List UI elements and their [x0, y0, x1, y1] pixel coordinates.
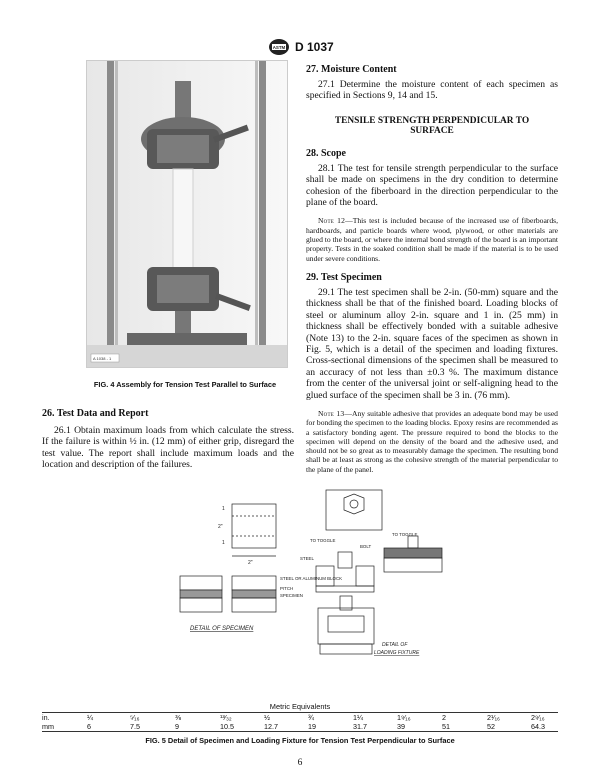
- metric-cell: 9: [175, 722, 179, 731]
- dim-1b: 1: [222, 540, 225, 546]
- note-12-text: —This test is included because of the increased use of fiberboards, hardboards, and particle boards where wood, plywood, or other materials are glued to the board, or where the internal bond strength of the board is an important property. Tests in the soaked condition shall be made if the material is to be used under severe conditions.: [306, 216, 558, 263]
- loading-fixture-detail: [318, 596, 374, 654]
- section-26-heading: 26. Test Data and Report: [42, 408, 149, 419]
- note-12-label: Note 12: [318, 216, 346, 226]
- section-28-paragraph: 28.1 The test for tensile strength perpendicular to the surface shall be made on specimens in the dry condition to determine cohesion of the fiberboard in the direction perpendicular to the plane of the board.: [306, 162, 558, 209]
- metric-cell: 10.5: [220, 722, 234, 731]
- right-column-rod: [259, 61, 266, 367]
- section-26-paragraph: 26.1 Obtain maximum loads from which calculate the stress. If the failure is within ½ in. (12 mm) of either grip, disregard the test value. The report shall include maximum loads and the location and description of the failures.: [42, 425, 294, 471]
- metric-cell: 31.7: [353, 722, 367, 731]
- metric-cell: ¾: [308, 713, 314, 722]
- specimen-top-view: [232, 504, 276, 548]
- astm-logo-text: ASTM: [272, 45, 286, 50]
- metric-cell: mm: [42, 722, 54, 731]
- label-steel: STEEL: [300, 556, 314, 561]
- astm-logo-icon: [268, 38, 290, 56]
- note-13-text: —Any suitable adhesive that provides an adequate bond may be used for bonding the specimen to the loading blocks. Epoxy resins are recommended as a satisfactory bonding agent. The pressure required to bond the blocks to the specimen will depend on the density of the board and the adhesive used, and should not be so great as to measurably damage the specimen. The resulting bond shall be at least as strong as the cohesive strength of the material perpendicular to the plane of the panel.: [306, 408, 558, 474]
- section-26: [42, 408, 294, 471]
- metric-cell: 1¼: [353, 713, 363, 722]
- metric-cell: ¼: [87, 713, 93, 722]
- label-specimen: SPECIMEN: [280, 593, 303, 598]
- left-column-rod: [107, 61, 114, 367]
- tension-test-assembly-illustration: [87, 61, 287, 367]
- loading-fixture-top: [326, 490, 382, 530]
- metric-cell: 2¹⁄₁₆: [487, 713, 500, 722]
- section-29-heading: 29. Test Specimen: [306, 271, 382, 283]
- metric-cell: 12.7: [264, 722, 278, 731]
- note-12: [306, 216, 558, 262]
- metric-cell: 52: [487, 722, 495, 731]
- metric-row-inches: [42, 713, 558, 722]
- dim-2in-horizontal: 2": [248, 560, 253, 566]
- metric-cell: 6: [87, 722, 91, 731]
- metric-cell: 19: [308, 722, 316, 731]
- metric-cell: ⁵⁄₁₆: [130, 713, 140, 722]
- label-detail-of-specimen: DETAIL OF SPECIMEN: [190, 626, 254, 632]
- note-13: [306, 409, 558, 474]
- metric-cell: 2⁹⁄₁₆: [531, 713, 545, 722]
- label-loading-fixture: LOADING FIXTURE: [374, 650, 420, 656]
- dim-2in-vertical: 2": [218, 524, 223, 530]
- metric-cell: 1⁹⁄₁₆: [397, 713, 411, 722]
- metric-cell: ⅜: [175, 713, 181, 722]
- dim-1a: 1: [222, 506, 225, 512]
- figure-4-photo: [86, 60, 288, 368]
- metric-cell: 2: [442, 713, 446, 722]
- machine-base: [127, 333, 247, 345]
- loading-fixture-assembled: [384, 532, 442, 572]
- label-steel-block: STEEL OR ALUMINUM BLOCK: [280, 576, 343, 581]
- metric-cell: 64.3: [531, 722, 545, 731]
- designation: D 1037: [295, 40, 334, 54]
- loading-fixture-side: [316, 552, 374, 592]
- note-13-label: Note 13: [318, 408, 345, 418]
- metric-cell: 51: [442, 722, 450, 731]
- figure-4-caption: FIG. 4 Assembly for Tension Test Parallel to Surface: [93, 380, 277, 389]
- page-number: 6: [297, 758, 303, 768]
- specimen-side-view-1: [180, 576, 222, 612]
- label-bolt: BOLT: [360, 544, 372, 549]
- section-27-paragraph: 27.1 Determine the moisture content of each specimen as specified in Sections 9, 14 and 15.: [306, 79, 558, 102]
- metric-cell: ¹³⁄₃₂: [220, 713, 232, 722]
- metric-cell: 39: [397, 722, 405, 731]
- tension-specimen: [173, 169, 193, 269]
- metric-row-mm: [42, 722, 558, 731]
- metric-cell: in.: [42, 713, 50, 722]
- metric-equivalents-table: [42, 713, 558, 731]
- label-to-toggle-1: TO TOGGLE: [310, 538, 336, 543]
- photo-plate-label: A 1038 - 1: [93, 356, 112, 361]
- section-27-heading: 27. Moisture Content: [306, 64, 397, 75]
- section-title-line-1: TENSILE STRENGTH PERPENDICULAR TO: [334, 115, 530, 126]
- metric-table-container: [42, 712, 558, 732]
- metric-cell: 7.5: [130, 722, 140, 731]
- figure-5-caption: FIG. 5 Detail of Specimen and Loading Fixture for Tension Test Perpendicular to Surface: [145, 736, 455, 745]
- metric-title: Metric Equivalents: [269, 702, 331, 711]
- section-28-heading: 28. Scope: [306, 147, 346, 159]
- specimen-side-view-2: [232, 576, 276, 612]
- label-pitch: PITCH: [280, 586, 294, 591]
- section-29-paragraph: 29.1 The test specimen shall be 2-in. (50-mm) square and the thickness shall be that of the finished board. Loading blocks of steel or aluminum alloy 2-in. square and 1 in. (25 mm) in thickness shall be effectively bonded with a suitable adhesive (Note 13) to the 2-in. square faces of the specimen as shown in Fig. 5, which is a detail of the specimen and loading fixtures. Cross-sectional dimensions of the specimen shall be measured to an accuracy of not less than ±0.3 %. The maximum distance from the center of the universal joint or self-aligning head to the glued surface of the specimen shall be 3 in. (76 mm).: [306, 286, 558, 401]
- figure-5-drawing: [120, 486, 450, 686]
- label-to-toggle-2: TO TOGGLE: [392, 532, 418, 537]
- metric-cell: ½: [264, 713, 270, 722]
- right-column: [306, 64, 558, 474]
- page-header: [268, 38, 378, 56]
- section-title-line-2: SURFACE: [410, 125, 454, 136]
- label-detail-of: DETAIL OF: [382, 642, 408, 648]
